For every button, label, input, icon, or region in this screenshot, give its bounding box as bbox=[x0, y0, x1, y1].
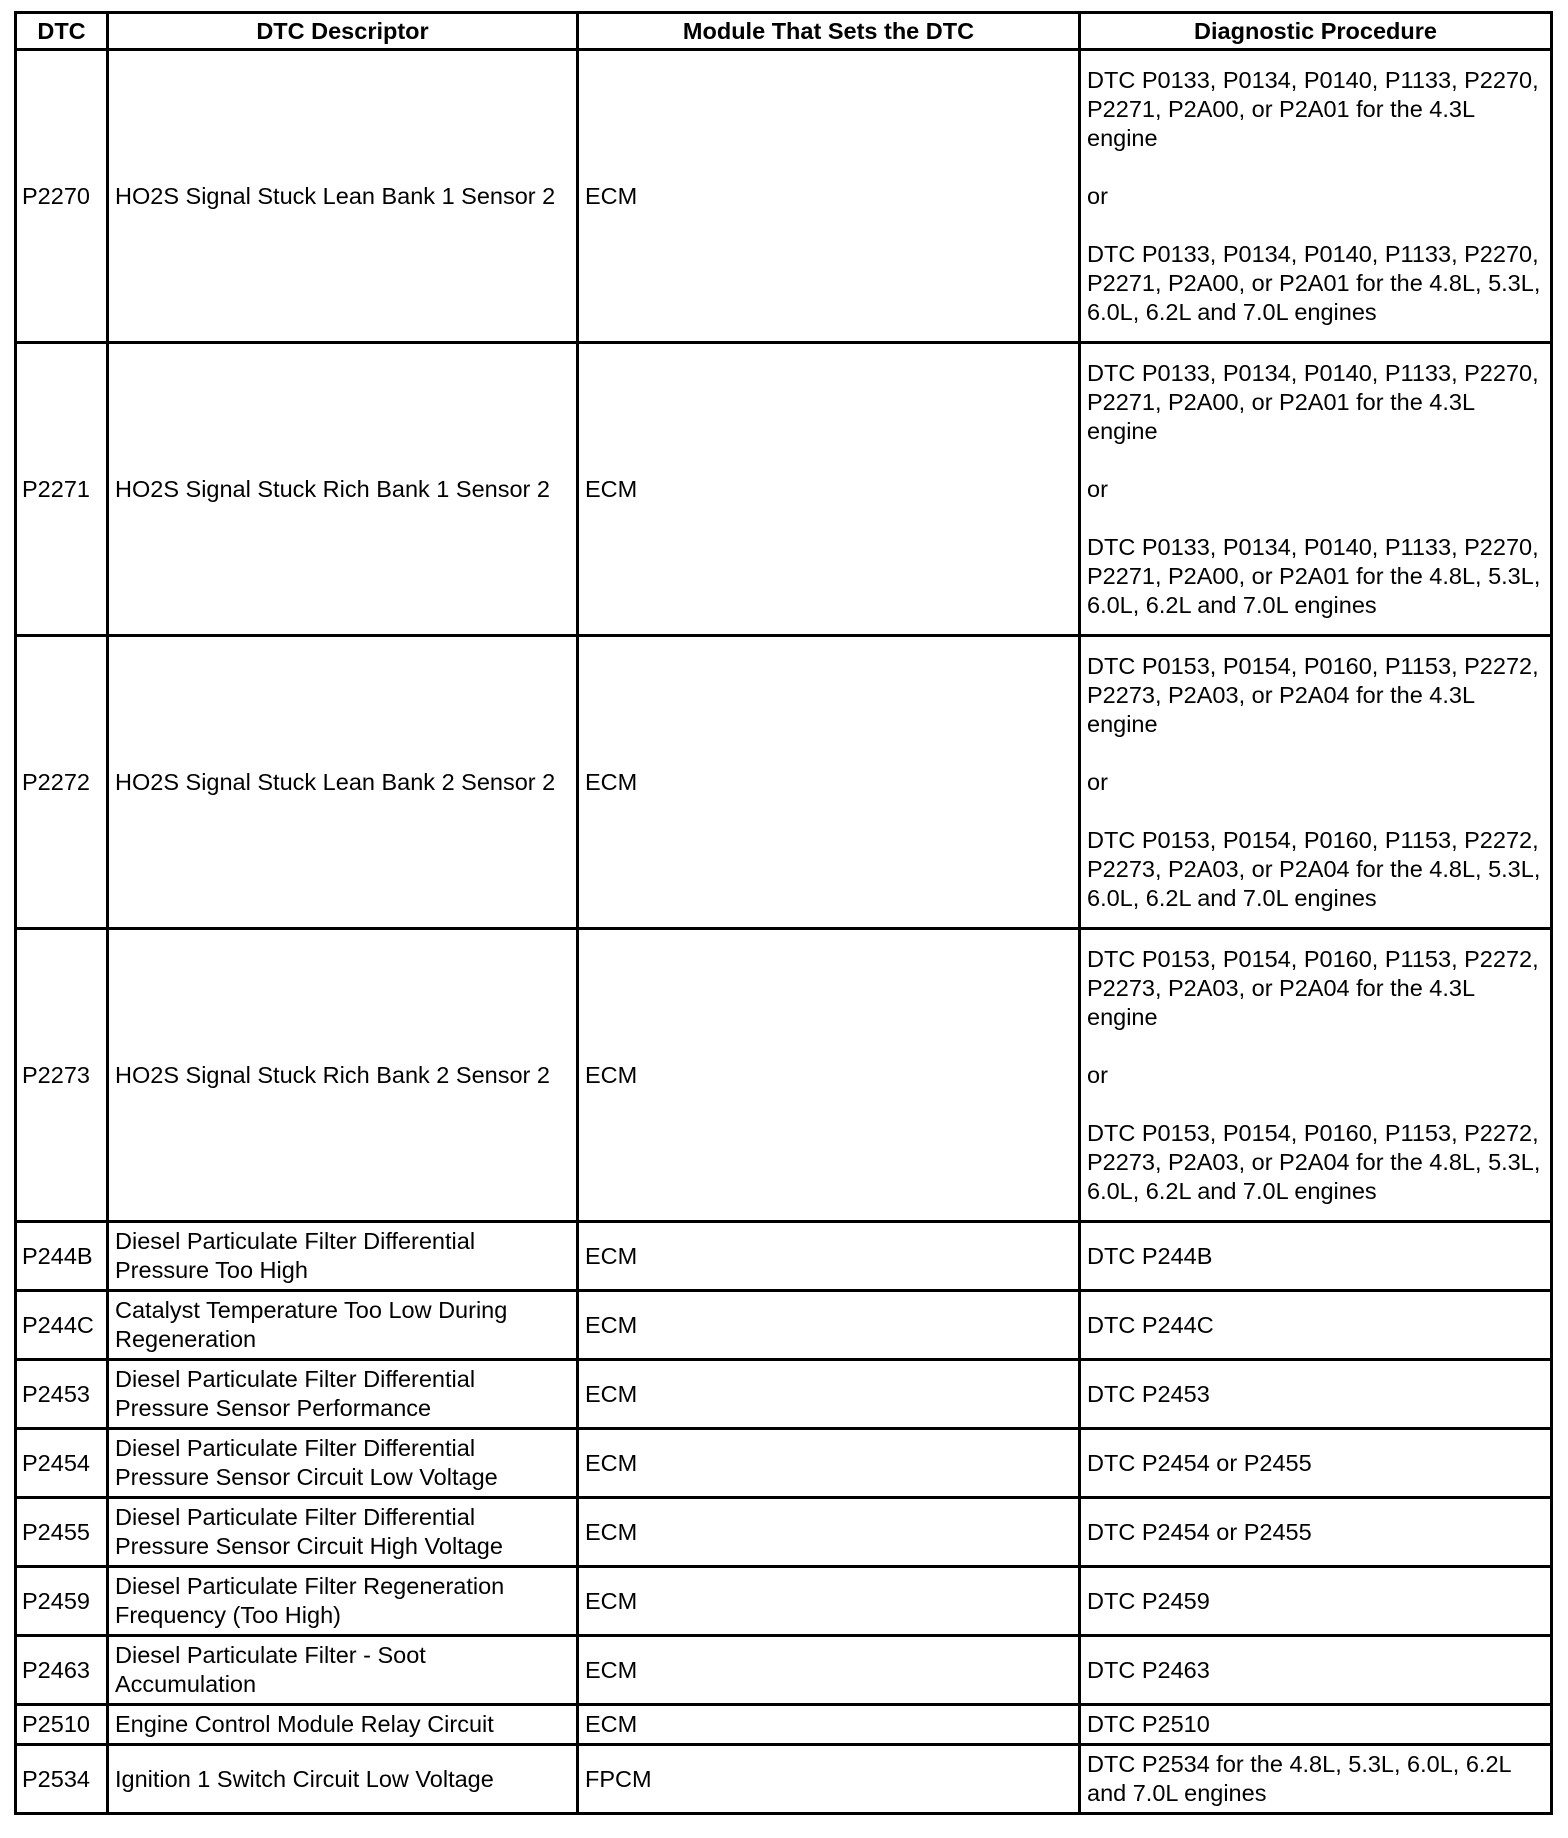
table-row bbox=[16, 1745, 1552, 1814]
dtc-procedure: DTC P2510 bbox=[1080, 1705, 1552, 1745]
dtc-procedure: DTC P2463 bbox=[1080, 1636, 1552, 1705]
dtc-module: ECM bbox=[578, 50, 1080, 343]
procedure-variant-a: DTC P0153, P0154, P0160, P1153, P2272, P2273, P2A03, or P2A04 for the 4.3L engine bbox=[1087, 652, 1539, 737]
header-dtc: DTC bbox=[16, 13, 108, 50]
dtc-procedure: DTC P2454 or P2455 bbox=[1080, 1498, 1552, 1567]
dtc-descriptor: Catalyst Temperature Too Low During Regeneration bbox=[108, 1291, 578, 1360]
table-row bbox=[16, 1429, 1552, 1498]
procedure-variant-a: DTC P0133, P0134, P0140, P1133, P2270, P2271, P2A00, or P2A01 for the 4.3L engine bbox=[1087, 66, 1539, 151]
dtc-code: P244C bbox=[16, 1291, 108, 1360]
dtc-procedure: DTC P2534 for the 4.8L, 5.3L, 6.0L, 6.2L and 7.0L engines bbox=[1080, 1745, 1552, 1814]
dtc-module: ECM bbox=[578, 1498, 1080, 1567]
header-descriptor: DTC Descriptor bbox=[108, 13, 578, 50]
dtc-code: P2271 bbox=[16, 343, 108, 636]
dtc-module: ECM bbox=[578, 1360, 1080, 1429]
dtc-descriptor: Diesel Particulate Filter Differential Pressure Sensor Performance bbox=[108, 1360, 578, 1429]
dtc-descriptor: HO2S Signal Stuck Rich Bank 2 Sensor 2 bbox=[108, 929, 578, 1222]
dtc-procedure bbox=[1080, 343, 1552, 636]
procedure-or: or bbox=[1087, 182, 1108, 209]
dtc-procedure: DTC P244B bbox=[1080, 1222, 1552, 1291]
dtc-code: P2534 bbox=[16, 1745, 108, 1814]
dtc-descriptor: Ignition 1 Switch Circuit Low Voltage bbox=[108, 1745, 578, 1814]
dtc-code: P2459 bbox=[16, 1567, 108, 1636]
dtc-module: ECM bbox=[578, 1705, 1080, 1745]
dtc-table bbox=[14, 11, 1553, 1815]
dtc-code: P2453 bbox=[16, 1360, 108, 1429]
table-row bbox=[16, 929, 1552, 1222]
procedure-or: or bbox=[1087, 1061, 1108, 1088]
dtc-procedure bbox=[1080, 929, 1552, 1222]
table-row bbox=[16, 1567, 1552, 1636]
header-module: Module That Sets the DTC bbox=[578, 13, 1080, 50]
procedure-variant-a: DTC P0133, P0134, P0140, P1133, P2270, P2271, P2A00, or P2A01 for the 4.3L engine bbox=[1087, 359, 1539, 444]
dtc-procedure: DTC P2459 bbox=[1080, 1567, 1552, 1636]
dtc-procedure: DTC P2454 or P2455 bbox=[1080, 1429, 1552, 1498]
dtc-procedure: DTC P2453 bbox=[1080, 1360, 1552, 1429]
dtc-module: ECM bbox=[578, 636, 1080, 929]
dtc-code: P244B bbox=[16, 1222, 108, 1291]
dtc-code: P2455 bbox=[16, 1498, 108, 1567]
table-row bbox=[16, 1498, 1552, 1567]
dtc-code: P2272 bbox=[16, 636, 108, 929]
dtc-code: P2454 bbox=[16, 1429, 108, 1498]
procedure-variant-a: DTC P0153, P0154, P0160, P1153, P2272, P2273, P2A03, or P2A04 for the 4.3L engine bbox=[1087, 945, 1539, 1030]
dtc-descriptor: HO2S Signal Stuck Rich Bank 1 Sensor 2 bbox=[108, 343, 578, 636]
dtc-code: P2270 bbox=[16, 50, 108, 343]
table-row bbox=[16, 1705, 1552, 1745]
procedure-variant-b: DTC P0133, P0134, P0140, P1133, P2270, P2271, P2A00, or P2A01 for the 4.8L, 5.3L, 6.0L, 6.2L and 7.0L engines bbox=[1087, 240, 1541, 325]
table-row bbox=[16, 1222, 1552, 1291]
dtc-descriptor: Diesel Particulate Filter Differential Pressure Too High bbox=[108, 1222, 578, 1291]
dtc-module: ECM bbox=[578, 343, 1080, 636]
dtc-module: ECM bbox=[578, 1429, 1080, 1498]
table-row bbox=[16, 636, 1552, 929]
table-row bbox=[16, 1291, 1552, 1360]
dtc-descriptor: Diesel Particulate Filter Differential Pressure Sensor Circuit Low Voltage bbox=[108, 1429, 578, 1498]
dtc-descriptor: Diesel Particulate Filter - Soot Accumulation bbox=[108, 1636, 578, 1705]
dtc-code: P2510 bbox=[16, 1705, 108, 1745]
dtc-module: ECM bbox=[578, 1222, 1080, 1291]
dtc-module: FPCM bbox=[578, 1745, 1080, 1814]
procedure-variant-b: DTC P0153, P0154, P0160, P1153, P2272, P2273, P2A03, or P2A04 for the 4.8L, 5.3L, 6.0L, 6.2L and 7.0L engines bbox=[1087, 1119, 1541, 1204]
table-row bbox=[16, 1360, 1552, 1429]
dtc-descriptor: HO2S Signal Stuck Lean Bank 2 Sensor 2 bbox=[108, 636, 578, 929]
dtc-descriptor: HO2S Signal Stuck Lean Bank 1 Sensor 2 bbox=[108, 50, 578, 343]
header-procedure: Diagnostic Procedure bbox=[1080, 13, 1552, 50]
procedure-variant-b: DTC P0153, P0154, P0160, P1153, P2272, P2273, P2A03, or P2A04 for the 4.8L, 5.3L, 6.0L, 6.2L and 7.0L engines bbox=[1087, 826, 1541, 911]
dtc-code: P2273 bbox=[16, 929, 108, 1222]
dtc-module: ECM bbox=[578, 1636, 1080, 1705]
dtc-procedure bbox=[1080, 50, 1552, 343]
table-row bbox=[16, 50, 1552, 343]
dtc-module: ECM bbox=[578, 929, 1080, 1222]
dtc-module: ECM bbox=[578, 1567, 1080, 1636]
procedure-variant-b: DTC P0133, P0134, P0140, P1133, P2270, P2271, P2A00, or P2A01 for the 4.8L, 5.3L, 6.0L, 6.2L and 7.0L engines bbox=[1087, 533, 1541, 618]
table-row bbox=[16, 343, 1552, 636]
dtc-code: P2463 bbox=[16, 1636, 108, 1705]
dtc-descriptor: Diesel Particulate Filter Differential Pressure Sensor Circuit High Voltage bbox=[108, 1498, 578, 1567]
dtc-descriptor: Engine Control Module Relay Circuit bbox=[108, 1705, 578, 1745]
header-row bbox=[16, 13, 1552, 50]
procedure-or: or bbox=[1087, 768, 1108, 795]
dtc-descriptor: Diesel Particulate Filter Regeneration Frequency (Too High) bbox=[108, 1567, 578, 1636]
procedure-or: or bbox=[1087, 475, 1108, 502]
dtc-procedure: DTC P244C bbox=[1080, 1291, 1552, 1360]
table-row bbox=[16, 1636, 1552, 1705]
dtc-module: ECM bbox=[578, 1291, 1080, 1360]
dtc-procedure bbox=[1080, 636, 1552, 929]
